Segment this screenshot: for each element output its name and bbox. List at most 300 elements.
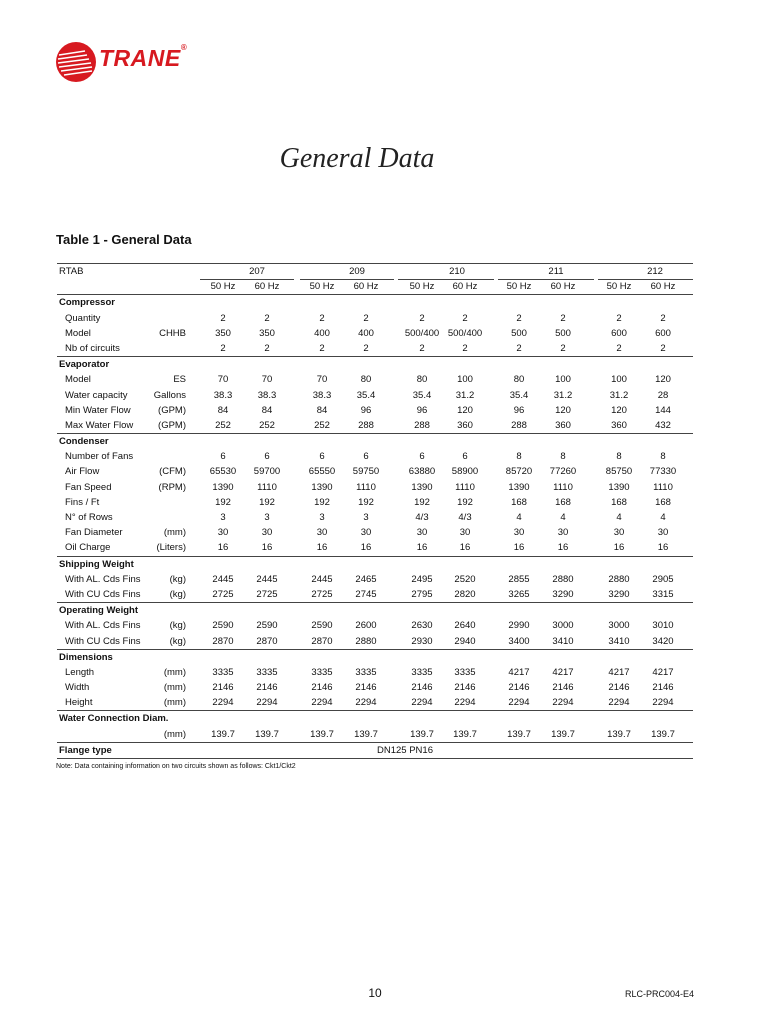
value-cell: 2146	[454, 682, 476, 694]
model-header: 212	[647, 266, 663, 277]
value-cell: 350	[259, 327, 275, 339]
value-cell: 2870	[311, 635, 333, 647]
value-cell: 4	[660, 512, 666, 523]
value-cell: 84	[316, 404, 328, 416]
value-cell: 2	[516, 312, 522, 324]
value-cell: 2146	[652, 682, 674, 694]
value-cell: 2520	[454, 573, 476, 585]
frequency-header: 60 Hz	[650, 281, 676, 293]
row-label: With AL. Cds Fins	[65, 620, 141, 632]
value-cell: 2	[363, 312, 369, 324]
value-cell: 120	[457, 404, 473, 416]
value-cell: 120	[655, 374, 671, 386]
row-unit: ES	[173, 374, 186, 386]
value-cell: 288	[358, 419, 374, 431]
value-cell: 144	[655, 404, 671, 416]
value-cell: 192	[215, 496, 231, 508]
value-cell: 100	[611, 374, 627, 386]
value-cell: 360	[611, 419, 627, 431]
page-number: 10	[368, 986, 382, 1000]
value-cell: 2294	[311, 697, 333, 709]
frequency-header: 50 Hz	[210, 281, 236, 293]
value-cell: 96	[416, 404, 428, 416]
trane-wordmark	[99, 45, 187, 72]
value-cell: 16	[416, 542, 428, 554]
value-cell: 80	[513, 374, 525, 386]
table-row	[57, 587, 693, 602]
row-unit: CHHB	[159, 327, 186, 339]
value-cell: 2940	[454, 635, 476, 647]
value-cell: 6	[363, 451, 369, 463]
value-cell: 2	[264, 342, 270, 354]
value-cell: 2590	[256, 620, 278, 632]
table-group-header	[57, 433, 693, 449]
row-unit: (mm)	[163, 682, 186, 694]
value-cell: 3000	[552, 620, 574, 632]
value-cell: 16	[217, 542, 229, 554]
row-label: Length	[65, 666, 95, 678]
value-cell: 1110	[356, 481, 376, 493]
value-cell: 85720	[505, 466, 533, 478]
value-cell: 168	[511, 496, 527, 508]
value-cell: 3265	[508, 588, 530, 600]
frequency-header: 50 Hz	[606, 281, 632, 293]
page-title: General Data	[279, 143, 435, 174]
value-cell: 2725	[311, 588, 333, 600]
row-label: Number of Fans	[65, 451, 134, 463]
value-cell: 4217	[608, 666, 630, 678]
value-cell: 500/400	[447, 327, 483, 339]
value-cell: 3000	[608, 620, 630, 632]
value-cell: 38.3	[257, 389, 277, 401]
value-cell: 500/400	[404, 327, 440, 339]
table-row	[57, 665, 693, 680]
value-cell: 30	[217, 527, 229, 539]
row-label: Oil Charge	[65, 542, 111, 554]
value-cell: 192	[259, 496, 275, 508]
value-cell: 2294	[256, 697, 278, 709]
row-label: Model	[65, 327, 91, 339]
frequency-header: 60 Hz	[254, 281, 280, 293]
value-cell: 30	[261, 527, 273, 539]
value-cell: 16	[360, 542, 372, 554]
value-cell: 360	[457, 419, 473, 431]
value-cell: 30	[416, 527, 428, 539]
value-cell: 16	[513, 542, 525, 554]
value-cell: 3290	[608, 588, 630, 600]
value-cell: 2	[319, 342, 325, 354]
value-cell: 84	[217, 404, 229, 416]
value-cell: 2	[660, 312, 666, 324]
value-cell: 3410	[608, 635, 630, 647]
value-cell: 16	[261, 542, 273, 554]
value-cell: 600	[655, 327, 671, 339]
value-cell: 6	[319, 451, 325, 463]
model-header: 209	[349, 266, 365, 277]
value-cell: 2	[419, 312, 425, 324]
value-cell: 65550	[308, 466, 336, 478]
value-cell: 2	[616, 342, 622, 354]
value-cell: 120	[611, 404, 627, 416]
value-cell: 96	[513, 404, 525, 416]
value-cell: 77330	[649, 466, 677, 478]
value-cell: 30	[657, 527, 669, 539]
value-cell: 139.7	[354, 728, 378, 740]
value-cell: 2	[660, 342, 666, 354]
value-cell: 4217	[508, 666, 530, 678]
value-cell: 400	[314, 327, 330, 339]
value-cell: 77260	[549, 466, 577, 478]
value-cell: 2855	[508, 573, 530, 585]
row-unit: (mm)	[163, 728, 186, 740]
value-cell: 2930	[411, 635, 433, 647]
row-unit: (mm)	[163, 697, 186, 709]
value-cell: 30	[316, 527, 328, 539]
value-cell: 30	[459, 527, 471, 539]
value-cell: 38.3	[312, 389, 332, 401]
row-unit: (GPM)	[158, 404, 186, 416]
table-note: Note: Data containing information on two circuits shown as follows: Ckt1/Ckt2	[56, 763, 296, 770]
row-unit: (Liters)	[156, 542, 186, 554]
row-label: Water capacity	[65, 389, 128, 401]
value-cell: 2	[419, 342, 425, 354]
value-cell: 1390	[411, 481, 433, 493]
value-cell: 58900	[451, 466, 479, 478]
value-cell: 2	[319, 312, 325, 324]
frequency-header: 50 Hz	[506, 281, 532, 293]
row-unit: (mm)	[163, 527, 186, 539]
value-cell: 139.7	[607, 728, 631, 740]
value-cell: 2146	[212, 682, 234, 694]
table-row-flange	[57, 742, 693, 759]
value-cell: 139.7	[310, 728, 334, 740]
group-name: Water Connection Diam.	[59, 713, 169, 725]
value-cell: 1110	[553, 481, 573, 493]
value-cell: 500	[511, 327, 527, 339]
group-name: Dimensions	[59, 651, 113, 663]
value-cell: 2880	[608, 573, 630, 585]
value-cell: 2870	[256, 635, 278, 647]
group-name: Evaporator	[59, 359, 110, 371]
frequency-header: 60 Hz	[452, 281, 478, 293]
value-cell: 35.4	[356, 389, 376, 401]
row-unit: (mm)	[163, 666, 186, 678]
value-cell: 3420	[652, 635, 674, 647]
table-row	[57, 326, 693, 341]
value-cell: 3010	[652, 620, 674, 632]
value-cell: 2146	[355, 682, 377, 694]
value-cell: 288	[414, 419, 430, 431]
table-row	[57, 341, 693, 356]
row-label: Min Water Flow	[65, 404, 131, 416]
table-group-header	[57, 295, 693, 310]
value-cell: 31.2	[609, 389, 629, 401]
value-cell: 139.7	[211, 728, 235, 740]
document-code: RLC-PRC004-E4	[624, 989, 694, 999]
value-cell: 139.7	[507, 728, 531, 740]
value-cell: 2795	[411, 588, 433, 600]
value-cell: 3290	[552, 588, 574, 600]
table-row	[57, 680, 693, 695]
value-cell: 252	[259, 419, 275, 431]
value-cell: 2630	[411, 620, 433, 632]
value-cell: 2	[462, 312, 468, 324]
value-cell: 4217	[552, 666, 574, 678]
table-row	[57, 572, 693, 587]
frequency-header: 50 Hz	[409, 281, 435, 293]
row-label: Height	[65, 697, 93, 709]
value-cell: 4	[516, 512, 522, 523]
value-cell: 65530	[209, 466, 237, 478]
frequency-header: 60 Hz	[550, 281, 576, 293]
value-cell: 120	[555, 404, 571, 416]
row-label: Width	[65, 682, 90, 694]
value-cell: 70	[316, 374, 328, 386]
value-cell: 350	[215, 327, 231, 339]
value-cell: 80	[416, 374, 428, 386]
value-cell: 2590	[311, 620, 333, 632]
value-cell: 2905	[652, 573, 674, 585]
model-header: 207	[249, 266, 265, 277]
table-row	[57, 311, 693, 326]
value-cell: 2294	[355, 697, 377, 709]
row-label: Model	[65, 374, 91, 386]
value-cell: 3335	[212, 666, 234, 678]
frequency-header: 60 Hz	[353, 281, 379, 293]
value-cell: 3335	[355, 666, 377, 678]
value-cell: 30	[613, 527, 625, 539]
value-cell: 2	[220, 312, 226, 324]
row-label: Fan Speed	[65, 481, 112, 493]
value-cell: 8	[560, 451, 566, 463]
value-cell: 1390	[212, 481, 234, 493]
table-row	[57, 525, 693, 540]
table-header-models	[57, 263, 693, 279]
value-cell: 6	[419, 451, 425, 463]
value-cell: 2	[220, 342, 226, 354]
value-cell: 2600	[355, 620, 377, 632]
value-cell: 3	[264, 512, 270, 523]
value-cell: 3335	[411, 666, 433, 678]
value-cell: 2445	[311, 573, 333, 585]
value-cell: 16	[657, 542, 669, 554]
value-cell: 2445	[212, 573, 234, 585]
value-cell: 100	[457, 374, 473, 386]
table-row	[57, 418, 693, 433]
value-cell: 400	[358, 327, 374, 339]
group-name: Shipping Weight	[59, 558, 134, 570]
value-cell: 3	[220, 512, 226, 523]
value-cell: 16	[316, 542, 328, 554]
row-label: With AL. Cds Fins	[65, 573, 141, 585]
value-cell: 2294	[652, 697, 674, 709]
row-label: Nb of circuits	[65, 342, 120, 354]
value-cell: 1110	[653, 481, 673, 493]
trane-logo	[55, 39, 225, 85]
value-cell: 1110	[257, 481, 277, 493]
value-cell: 2294	[411, 697, 433, 709]
value-cell: 432	[655, 419, 671, 431]
group-name: Condenser	[59, 436, 109, 448]
value-cell: 16	[557, 542, 569, 554]
value-cell: 59700	[253, 466, 281, 478]
table-title: Table 1 - General Data	[56, 232, 192, 247]
row-unit: (kg)	[169, 588, 186, 600]
value-cell: 192	[457, 496, 473, 508]
value-cell: 500	[555, 327, 571, 339]
value-cell: 252	[215, 419, 231, 431]
table-row	[57, 540, 693, 555]
value-cell: 6	[220, 451, 226, 463]
trane-logo-circle-icon	[55, 41, 97, 83]
table-row	[57, 618, 693, 633]
group-name: Operating Weight	[59, 605, 138, 617]
value-cell: 2294	[608, 697, 630, 709]
table-row	[57, 695, 693, 710]
group-name: Compressor	[59, 297, 115, 309]
value-cell: 35.4	[412, 389, 432, 401]
value-cell: 2146	[311, 682, 333, 694]
value-cell: 35.4	[509, 389, 529, 401]
value-cell: 31.2	[553, 389, 573, 401]
value-cell: 2725	[212, 588, 234, 600]
value-cell: 139.7	[255, 728, 279, 740]
value-cell: 38.3	[213, 389, 233, 401]
value-cell: 70	[261, 374, 273, 386]
value-cell: 2146	[608, 682, 630, 694]
model-header: 211	[548, 266, 564, 277]
value-cell: 288	[511, 419, 527, 431]
value-cell: 8	[516, 451, 522, 463]
value-cell: 1390	[311, 481, 333, 493]
value-cell: 2880	[355, 635, 377, 647]
value-cell: 3400	[508, 635, 530, 647]
table-header-frequencies	[57, 279, 693, 295]
value-cell: 192	[414, 496, 430, 508]
value-cell: 8	[660, 451, 666, 463]
row-unit: (kg)	[169, 635, 186, 647]
value-cell: 2445	[256, 573, 278, 585]
value-cell: 1110	[455, 481, 475, 493]
value-cell: 2294	[508, 697, 530, 709]
value-cell: 2294	[454, 697, 476, 709]
table-row	[57, 464, 693, 479]
value-cell: 2	[264, 312, 270, 324]
table-row	[57, 449, 693, 464]
value-cell: 2870	[212, 635, 234, 647]
table-group-header	[57, 556, 693, 572]
value-cell: 2146	[552, 682, 574, 694]
value-cell: 3410	[552, 635, 574, 647]
row-label: Max Water Flow	[65, 419, 134, 431]
value-cell: 8	[616, 451, 622, 463]
value-cell: 2	[560, 312, 566, 324]
value-cell: 4	[560, 512, 566, 523]
value-cell: 16	[459, 542, 471, 554]
value-cell: 600	[611, 327, 627, 339]
value-cell: 31.2	[455, 389, 475, 401]
value-cell: 63880	[408, 466, 436, 478]
row-unit: (CFM)	[159, 466, 186, 478]
row-label: Quantity	[65, 312, 101, 324]
value-cell: 6	[264, 451, 270, 463]
value-cell: 59750	[352, 466, 380, 478]
row-unit: (GPM)	[158, 419, 186, 431]
table-row	[57, 510, 693, 525]
trademark-symbol: ®	[180, 43, 188, 52]
value-cell: 28	[657, 389, 669, 401]
table-row	[57, 372, 693, 387]
value-cell: 84	[261, 404, 273, 416]
value-cell: 3315	[652, 588, 674, 600]
value-cell: 3	[319, 512, 325, 523]
value-cell: 16	[613, 542, 625, 554]
value-cell: 2990	[508, 620, 530, 632]
row-unit: (kg)	[169, 573, 186, 585]
table-group-header	[57, 649, 693, 665]
value-cell: 2	[560, 342, 566, 354]
value-cell: 80	[360, 374, 372, 386]
value-cell: 2	[616, 312, 622, 324]
value-cell: 3335	[454, 666, 476, 678]
value-cell: 2820	[454, 588, 476, 600]
value-cell: 2294	[212, 697, 234, 709]
value-cell: 30	[557, 527, 569, 539]
table-row	[57, 727, 693, 742]
value-cell: 96	[360, 404, 372, 416]
value-cell: 168	[555, 496, 571, 508]
value-cell: 139.7	[453, 728, 477, 740]
value-cell: 30	[513, 527, 525, 539]
table-row	[57, 495, 693, 510]
table-group-header	[57, 710, 693, 726]
value-cell: 4/3	[415, 512, 429, 523]
value-cell: 2146	[256, 682, 278, 694]
value-cell: 2	[462, 342, 468, 354]
value-cell: 168	[655, 496, 671, 508]
value-cell: 6	[462, 451, 468, 463]
value-cell: 3335	[256, 666, 278, 678]
value-cell: 4/3	[458, 512, 472, 523]
row-label: Fins / Ft	[65, 496, 100, 508]
value-cell: 3	[363, 512, 369, 523]
row-label: N° of Rows	[65, 512, 113, 523]
corner-label: RTAB	[59, 266, 84, 277]
value-cell: 139.7	[410, 728, 434, 740]
value-cell: 192	[314, 496, 330, 508]
value-cell: 2	[363, 342, 369, 354]
flange-label: Flange type	[59, 744, 112, 756]
row-unit: Gallons	[153, 389, 186, 401]
value-cell: 4217	[652, 666, 674, 678]
value-cell: 3335	[311, 666, 333, 678]
table-row	[57, 480, 693, 495]
value-cell: 2146	[508, 682, 530, 694]
value-cell: 1390	[608, 481, 630, 493]
row-label: Fan Diameter	[65, 527, 123, 539]
value-cell: 2745	[355, 588, 377, 600]
value-cell: 2880	[552, 573, 574, 585]
value-cell: 85750	[605, 466, 633, 478]
value-cell: 2	[516, 342, 522, 354]
value-cell: 30	[360, 527, 372, 539]
model-header: 210	[449, 266, 465, 277]
value-cell: 2146	[411, 682, 433, 694]
row-label: With CU Cds Fins	[65, 635, 141, 647]
value-cell: 1390	[508, 481, 530, 493]
row-unit: (kg)	[169, 620, 186, 632]
value-cell: 2294	[552, 697, 574, 709]
